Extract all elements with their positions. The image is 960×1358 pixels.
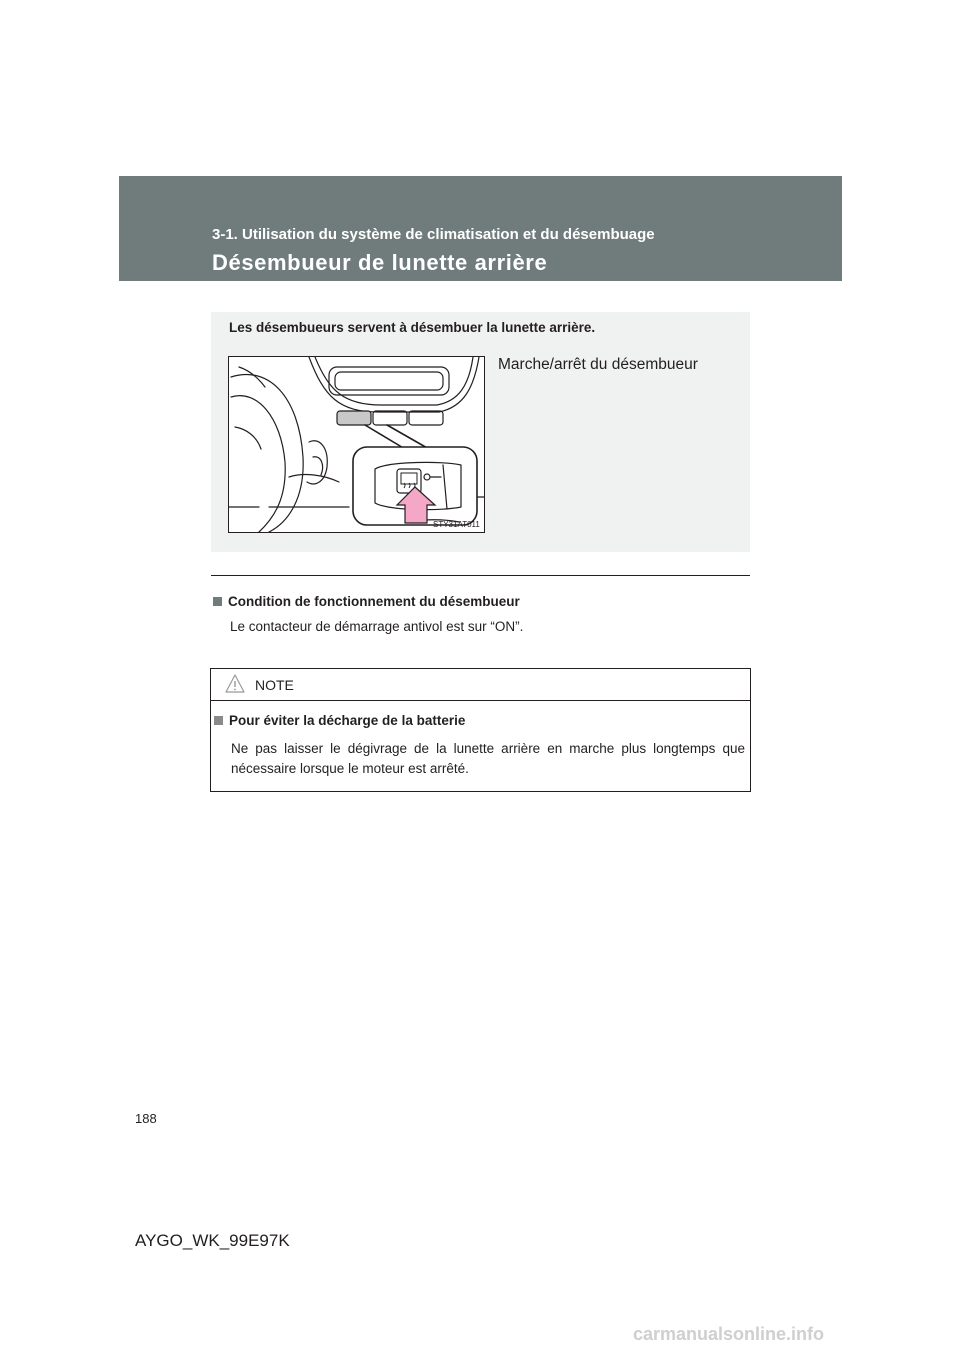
intro-text: Les désembueurs servent à désembuer la lunette arrière.: [229, 320, 596, 335]
section-label: 3-1. Utilisation du système de climatisation et du désembuage: [212, 226, 655, 243]
square-bullet-icon: [213, 597, 222, 606]
note-label: NOTE: [255, 677, 294, 693]
defogger-switch-illustration: [228, 356, 485, 533]
section-divider: [211, 575, 750, 576]
condition-title-text: Condition de fonctionnement du désembueur: [228, 594, 520, 609]
note-header-divider: [211, 700, 750, 701]
document-code: AYGO_WK_99E97K: [135, 1231, 290, 1250]
watermark: carmanualsonline.info: [633, 1324, 825, 1344]
page-number: 188: [135, 1111, 157, 1126]
condition-text: Le contacteur de démarrage antivol est sur “ON”.: [230, 619, 524, 634]
callout-label: Marche/arrêt du désembueur: [498, 356, 698, 373]
note-title-text: Pour éviter la décharge de la batterie: [229, 713, 466, 728]
note-text: Ne pas laisser le dégivrage de la lunette arrière en marche plus longtemps que nécessaire lorsque le moteur est arrêté.: [231, 741, 745, 776]
square-bullet-icon: [214, 716, 223, 725]
condition-title: [213, 594, 520, 609]
note-title: [214, 713, 465, 728]
page-title: Désembueur de lunette arrière: [212, 250, 548, 275]
dashboard-drawing: [229, 357, 484, 532]
figure-code: STY31AT011: [433, 520, 480, 529]
note-box: [210, 668, 751, 792]
warning-triangle-icon: [225, 674, 245, 693]
